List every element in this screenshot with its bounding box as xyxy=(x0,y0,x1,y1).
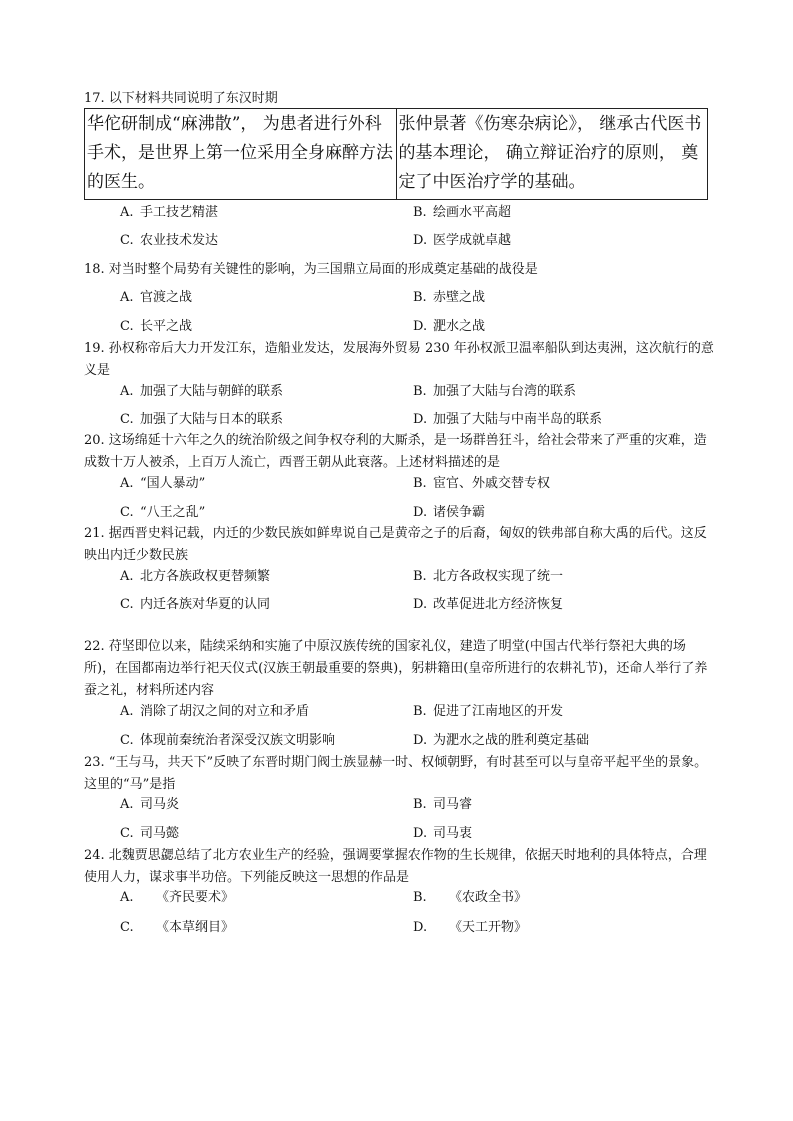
question-22-option-a[interactable]: A. 消除了胡汉之间的对立和矛盾 xyxy=(120,704,310,719)
question-23-option-b[interactable]: B. 司马睿 xyxy=(413,797,473,812)
question-18-stem: 18. 对当时整个局势有关键性的影响，为三国鼎立局面的形成奠定基础的战役是 xyxy=(84,262,538,277)
question-19-stem: 19. 孙权称帝后大力开发江东，造船业发达，发展海外贸易 230 年孙权派卫温率船队到达夷洲，这次航行的意义是 xyxy=(84,341,714,378)
question-20-option-b[interactable]: B. 宦官、外戚交替专权 xyxy=(413,476,551,491)
question-20-option-d[interactable]: D. 诸侯争霸 xyxy=(413,505,486,520)
question-23-option-c[interactable]: C. 司马懿 xyxy=(120,826,180,841)
question-22-option-d[interactable]: D. 为淝水之战的胜利奠定基础 xyxy=(413,733,590,748)
question-19-option-d[interactable]: D. 加强了大陆与中南半岛的联系 xyxy=(413,412,603,427)
question-18-option-d[interactable]: D. 淝水之战 xyxy=(413,319,486,334)
question-21-option-d[interactable]: D. 改革促进北方经济恢复 xyxy=(413,597,564,612)
question-17-option-a[interactable]: A. 手工技艺精湛 xyxy=(120,205,219,220)
question-19-option-b[interactable]: B. 加强了大陆与台湾的联系 xyxy=(413,384,577,399)
question-23-stem: 23. “王与马，共天下”反映了东晋时期门阀士族显赫一时、权倾朝野，有时甚至可以与皇帝平起平坐的景象。这里的“马”是指 xyxy=(84,755,708,792)
question-21-stem: 21. 据西晋史料记载，内迁的少数民族如鲜卑说自己是黄帝之子的后裔，匈奴的铁弗部自称大禹的后代。这反映出内迁少数民族 xyxy=(84,526,707,563)
question-24-option-c[interactable]: C. 《本草纲目》 xyxy=(120,920,235,935)
question-19-option-c[interactable]: C. 加强了大陆与日本的联系 xyxy=(120,412,284,427)
question-17-stem: 17. 以下材料共同说明了东汉时期 xyxy=(84,91,278,106)
question-17-material-table xyxy=(84,108,708,200)
question-23-option-d[interactable]: D. 司马衷 xyxy=(413,826,473,841)
question-22-option-c[interactable]: C. 体现前秦统治者深受汉族文明影响 xyxy=(120,733,336,748)
question-24-stem: 24. 北魏贾思勰总结了北方农业生产的经验，强调要掌握农作物的生长规律，依据天时地利的具体特点，合理使用人力，谋求事半功倍。下列能反映这一思想的作品是 xyxy=(84,848,707,885)
question-18-option-b[interactable]: B. 赤壁之战 xyxy=(413,290,486,305)
question-17-option-d[interactable]: D. 医学成就卓越 xyxy=(413,233,512,248)
question-21-option-a[interactable]: A. 北方各族政权更替频繁 xyxy=(120,569,271,584)
question-22-stem: 22. 苻坚即位以来，陆续采纳和实施了中原汉族传统的国家礼仪，建造了明堂(中国古代举行祭祀大典的场所)，在国都南边举行祀天仪式(汉族王朝最重要的祭典)，躬耕籍田(皇帝所进行的农耕礼节)，还命人举行了养蚕之礼，材料所述内容 xyxy=(84,639,708,698)
question-18-option-c[interactable]: C. 长平之战 xyxy=(120,319,193,334)
question-21-option-b[interactable]: B. 北方各政权实现了统一 xyxy=(413,569,564,584)
question-24-option-d[interactable]: D. 《天工开物》 xyxy=(413,920,528,935)
question-17-option-b[interactable]: B. 绘画水平高超 xyxy=(413,205,512,220)
question-18-option-a[interactable]: A. 官渡之战 xyxy=(120,290,193,305)
question-21-option-c[interactable]: C. 内迁各族对华夏的认同 xyxy=(120,597,271,612)
question-24-option-b[interactable]: B. 《农政全书》 xyxy=(413,890,528,905)
question-20-option-c[interactable]: C. “八王之乱” xyxy=(120,505,206,520)
question-20-option-a[interactable]: A. “国人暴动” xyxy=(120,476,206,491)
question-20-stem: 20. 这场绵延十六年之久的统治阶级之间争权夺利的大厮杀，是一场群兽狂斗，给社会带来了严重的灾难，造成数十万人被杀，上百万人流亡，西晋王朝从此衰落。上述材料描述的是 xyxy=(84,433,707,470)
question-24-option-a[interactable]: A. 《齐民要术》 xyxy=(120,890,235,905)
material-cell-zhang-zhongjing: 张仲景著《伤寒杂病论》， 继承古代医书的基本理论， 确立辩证治疗的原则， 奠定了中医治疗学的基础。 xyxy=(396,109,708,200)
question-19-option-a[interactable]: A. 加强了大陆与朝鲜的联系 xyxy=(120,384,284,399)
question-22-option-b[interactable]: B. 促进了江南地区的开发 xyxy=(413,704,564,719)
question-23-option-a[interactable]: A. 司马炎 xyxy=(120,797,180,812)
question-17-option-c[interactable]: C. 农业技术发达 xyxy=(120,233,219,248)
material-cell-hua-tuo: 华佗研制成“麻沸散”， 为患者进行外科手术，是世界上第一位采用全身麻醉方法的医生。 xyxy=(85,109,397,200)
